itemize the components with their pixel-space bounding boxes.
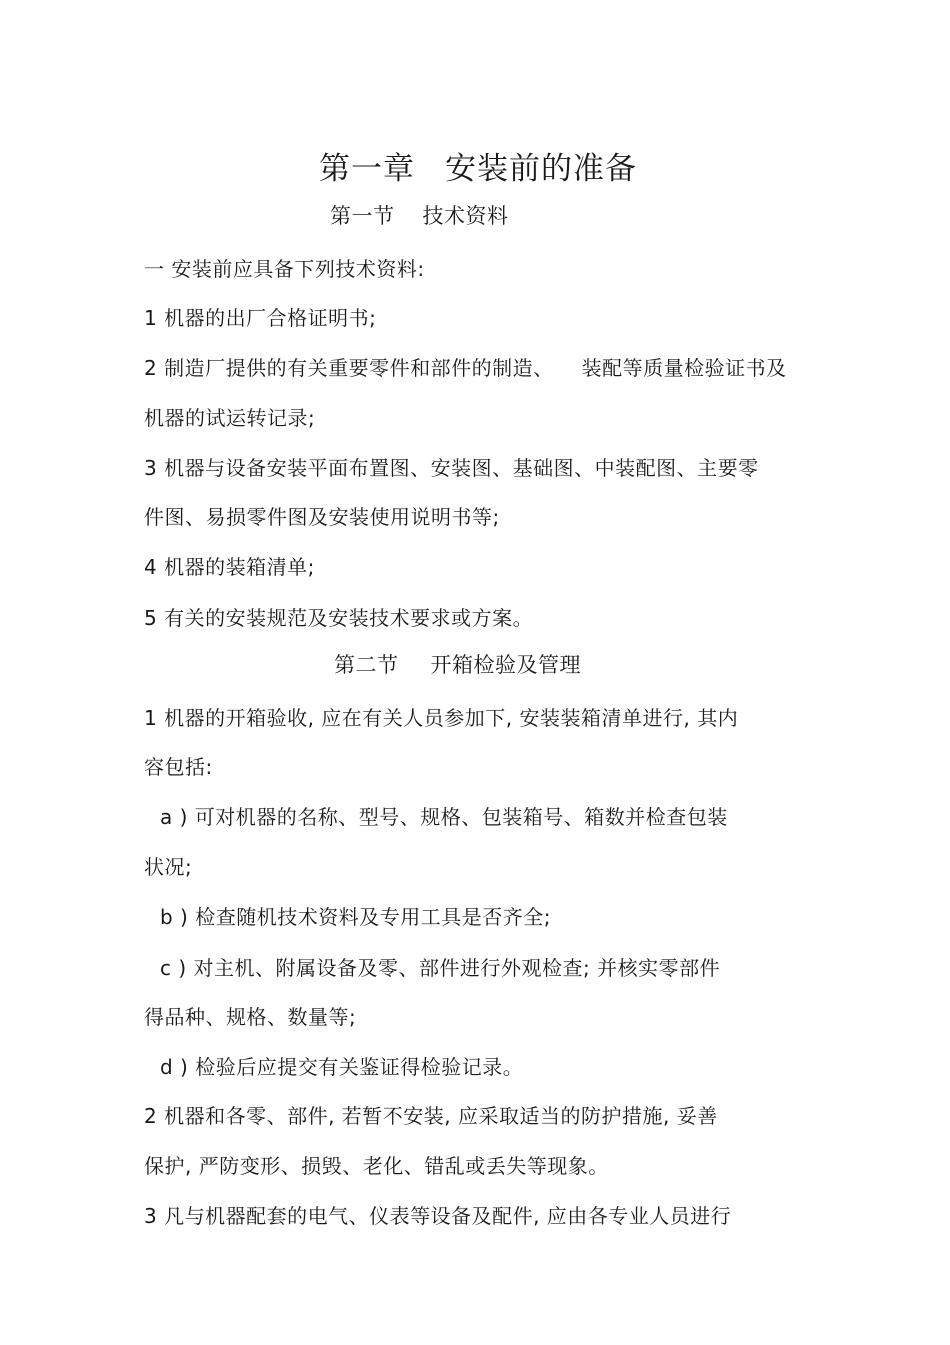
chapter-number: 第一章 [319, 151, 415, 187]
paragraph-line: b ) 检查随机技术资料及专用工具是否齐全; [160, 905, 551, 929]
chapter-title-text: 安装前的准备 [445, 151, 637, 187]
paragraph-line: a ) 可对机器的名称、型号、规格、包装箱号、箱数并检查包装 [160, 805, 728, 829]
list-item: 4 机器的装箱清单; [144, 555, 315, 579]
paragraph-line: 1 机器的开箱验收, 应在有关人员参加下, 安装装箱清单进行, 其内 [144, 706, 739, 730]
section-intro: 一 安装前应具备下列技术资料: [144, 257, 425, 281]
paragraph-line: 保护, 严防变形、损毁、老化、错乱或丢失等现象。 [144, 1154, 609, 1178]
paragraph-line: c ) 对主机、附属设备及零、部件进行外观检查; 并核实零部件 [160, 956, 721, 980]
list-item-cont: 机器的试运转记录; [144, 406, 316, 430]
paragraph-line: 状况; [144, 855, 193, 879]
paragraph-line: 容包括: [144, 755, 213, 779]
paragraph-line: 3 凡与机器配套的电气、仪表等设备及配件, 应由各专业人员进行 [144, 1204, 732, 1228]
list-item-cont: 件图、易损零件图及安装使用说明书等; [144, 505, 500, 529]
list-item-part: 装配等质量检验证书及 [581, 356, 787, 380]
section-title: 开箱检验及管理 [430, 653, 581, 677]
list-item [144, 355, 787, 381]
section-heading [330, 203, 509, 229]
chapter-title [319, 150, 637, 188]
section-number: 第一节 [330, 204, 395, 228]
list-item: 5 有关的安装规范及安装技术要求或方案。 [144, 606, 534, 630]
paragraph-line: 2 机器和各零、部件, 若暂不安装, 应采取适当的防护措施, 妥善 [144, 1104, 718, 1128]
list-item-part: 2 制造厂提供的有关重要零件和部件的制造、 [144, 356, 554, 380]
section-title: 技术资料 [422, 204, 509, 228]
paragraph-line: d ) 检验后应提交有关鉴证得检验记录。 [160, 1055, 524, 1079]
paragraph-line: 得品种、规格、数量等; [144, 1005, 357, 1029]
list-item: 3 机器与设备安装平面布置图、安装图、基础图、中装配图、主要零 [144, 456, 759, 480]
list-item: 1 机器的出厂合格证明书; [144, 306, 377, 330]
section-heading [334, 652, 581, 678]
section-number: 第二节 [334, 653, 399, 677]
